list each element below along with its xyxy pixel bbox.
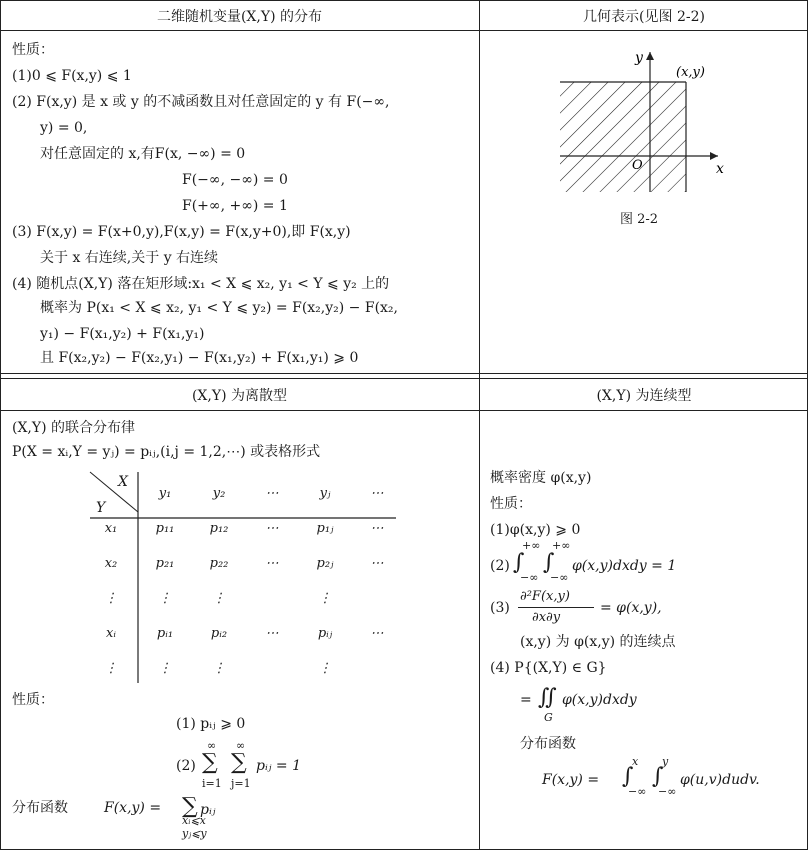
joint-distribution-table: [84, 476, 402, 686]
cdf-integral-1-symbol: ∫: [622, 764, 634, 789]
property-4c: y₁) − F(x₁,y₂) + F(x₁,y₁): [40, 326, 205, 342]
table-cell: ⋯: [370, 556, 384, 571]
integral-2-lower: −∞: [550, 571, 569, 584]
table-cell: pᵢ₁: [156, 626, 174, 641]
discrete-properties-title: 性质：: [12, 692, 54, 708]
hatched-region: [560, 82, 686, 192]
figure-caption: 图 2-2: [620, 212, 659, 227]
discrete-line-1: (X,Y) 的联合分布律: [12, 420, 136, 436]
table-cell: ⋯: [265, 626, 279, 641]
sum-i-lower: i=1: [202, 777, 222, 790]
property-3b: 关于 x 右连续,关于 y 右连续: [40, 250, 219, 266]
sum-j-lower: j=1: [231, 777, 251, 790]
cdf-integral-2-lower: −∞: [658, 785, 677, 798]
row-header: ⋮: [104, 591, 118, 606]
col-header: yⱼ: [319, 486, 331, 501]
cdf-integral-2-symbol: ∫: [652, 764, 664, 789]
discrete-cdf-lhs: F(x,y) =: [104, 800, 162, 816]
col-header: y₁: [158, 486, 172, 501]
col-header: ⋯: [265, 486, 279, 501]
table-cell: ⋮: [318, 661, 332, 676]
row-header: x₂: [104, 556, 118, 571]
cdf-integral-2-upper: y: [662, 755, 669, 768]
fraction-denominator: ∂x∂y: [532, 610, 561, 625]
continuous-cdf-lhs: F(x,y) =: [542, 772, 600, 788]
discrete-line-2: P(X = xᵢ,Y = yⱼ) = pᵢⱼ,(i,j = 1,2,⋯) 或表格形式: [12, 444, 321, 460]
table-header-row: [84, 476, 402, 511]
table-cell: ⋮: [158, 591, 172, 606]
property-2e: F(+∞, +∞) = 1: [182, 198, 288, 214]
region-g-label: G: [544, 711, 553, 724]
integral-2-upper: +∞: [552, 539, 571, 552]
y-axis-label: y: [635, 50, 643, 66]
cdf-integral-1-upper: x: [632, 755, 639, 768]
discrete-cdf-condition-1: xᵢ⩽x: [182, 814, 206, 827]
table-cell: [352, 581, 402, 616]
table-row: [84, 581, 402, 616]
sum-i-symbol: ∑: [202, 750, 218, 775]
col-header: ⋯: [370, 486, 384, 501]
header-divider-top: [0, 30, 808, 31]
continuous-property-4b-body: φ(x,y)dxdy: [562, 692, 637, 708]
table-cell: p₁₂: [209, 521, 229, 536]
integral-1-lower: −∞: [520, 571, 539, 584]
header-discrete: (X,Y) 为离散型: [191, 387, 288, 404]
discrete-property-2-body: pᵢⱼ = 1: [256, 758, 302, 774]
continuous-property-4b-eq: =: [520, 692, 532, 708]
table-cell: ⋮: [212, 591, 226, 606]
fraction-numerator: ∂²F(x,y): [520, 589, 570, 604]
property-4b: 概率为 P(x₁ < X ⩽ x₂, y₁ < Y ⩽ y₂) = F(x₂,y₂) − F(x₂,: [40, 300, 398, 316]
table-cell: ⋮: [212, 661, 226, 676]
continuous-property-1: (1)φ(x,y) ⩾ 0: [490, 522, 581, 538]
discrete-cdf-body: pᵢⱼ: [200, 802, 216, 818]
discrete-cdf-label: 分布函数: [12, 800, 68, 816]
property-3a: (3) F(x,y) = F(x+0,y),F(x,y) = F(x,y+0),即 F(x,y): [12, 224, 351, 240]
table-row: [84, 511, 402, 546]
continuous-cdf-label: 分布函数: [520, 736, 576, 752]
sum-j-upper: ∞: [236, 739, 246, 752]
header-divider-bottom: [0, 410, 808, 411]
sum-j-symbol: ∑: [231, 750, 247, 775]
row-header: xᵢ: [106, 626, 116, 641]
table-cell: pᵢⱼ: [317, 626, 333, 641]
table-cell: ⋯: [370, 521, 384, 536]
sum-i-upper: ∞: [207, 739, 217, 752]
continuous-property-2-prefix: (2): [490, 558, 510, 574]
continuous-line-1: 概率密度 φ(x,y): [490, 470, 592, 486]
row-header: x₁: [104, 521, 118, 536]
table-row: [84, 651, 402, 686]
section-divider: [0, 373, 808, 374]
table-cell: p₂₂: [209, 556, 229, 571]
continuous-property-3b: (x,y) 为 φ(x,y) 的连续点: [520, 634, 676, 650]
property-4d: 且 F(x₂,y₂) − F(x₂,y₁) − F(x₁,y₂) + F(x₁,y₁) ⩾ 0: [40, 350, 359, 366]
continuous-property-3-prefix: (3): [490, 600, 510, 616]
table-cell: ⋮: [318, 591, 332, 606]
discrete-property-2-prefix: (2): [176, 758, 196, 774]
cdf-integral-1-lower: −∞: [628, 785, 647, 798]
table-cell: [246, 581, 298, 616]
table-corner-y: Y: [96, 500, 106, 516]
table-cell: pᵢ₂: [210, 626, 228, 641]
discrete-property-1: (1) pᵢⱼ ⩾ 0: [176, 716, 246, 732]
table-cell: ⋯: [265, 556, 279, 571]
continuous-property-2-body: φ(x,y)dxdy = 1: [572, 558, 677, 574]
continuous-cdf-body: φ(u,v)dudv.: [680, 772, 760, 788]
x-axis-label: x: [716, 161, 724, 177]
table-cell: ⋮: [158, 661, 172, 676]
col-header: y₂: [212, 486, 226, 501]
discrete-cdf-sum-symbol: ∑: [182, 794, 198, 819]
header-geometry: 几何表示(见图 2-2): [583, 8, 705, 25]
table-cell: p₂ⱼ: [316, 556, 334, 571]
continuous-property-3-rhs: = φ(x,y),: [600, 600, 662, 616]
table-row: [84, 616, 402, 651]
origin-label: O: [632, 158, 643, 173]
table-cell: [246, 651, 298, 686]
property-2a: (2) F(x,y) 是 x 或 y 的不减函数且对任意固定的 y 有 F(−∞,: [12, 94, 390, 110]
double-integral-symbol: ∬: [538, 685, 557, 710]
table-corner-x: X: [118, 474, 128, 490]
table-cell: ⋯: [265, 521, 279, 536]
table-cell: p₁₁: [155, 521, 175, 536]
integral-1-symbol: ∫: [513, 550, 525, 575]
table-cell: ⋯: [370, 626, 384, 641]
discrete-cdf-condition-2: yⱼ⩽y: [182, 827, 207, 840]
table-cell: p₂₁: [155, 556, 175, 571]
property-2d: F(−∞, −∞) = 0: [182, 172, 288, 188]
point-label: (x,y): [676, 65, 705, 80]
property-2b: y) = 0,: [40, 120, 88, 136]
continuous-property-4a: (4) P{(X,Y) ∈ G}: [490, 660, 607, 676]
header-distribution: 二维随机变量(X,Y) 的分布: [156, 8, 323, 25]
integral-2-symbol: ∫: [543, 550, 555, 575]
table-cell: p₁ⱼ: [316, 521, 334, 536]
header-continuous: (X,Y) 为连续型: [596, 387, 692, 404]
table-cell: [352, 651, 402, 686]
integral-1-upper: +∞: [522, 539, 541, 552]
property-1: (1)0 ⩽ F(x,y) ⩽ 1: [12, 68, 132, 84]
continuous-line-2: 性质：: [490, 496, 532, 512]
properties-title: 性质：: [12, 42, 54, 58]
row-header: ⋮: [104, 661, 118, 676]
property-4a: (4) 随机点(X,Y) 落在矩形域:x₁ < X ⩽ x₂, y₁ < Y ⩽ y₂ 上的: [12, 276, 390, 292]
table-row: [84, 546, 402, 581]
property-2c: 对任意固定的 x,有F(x, −∞) = 0: [40, 146, 246, 162]
